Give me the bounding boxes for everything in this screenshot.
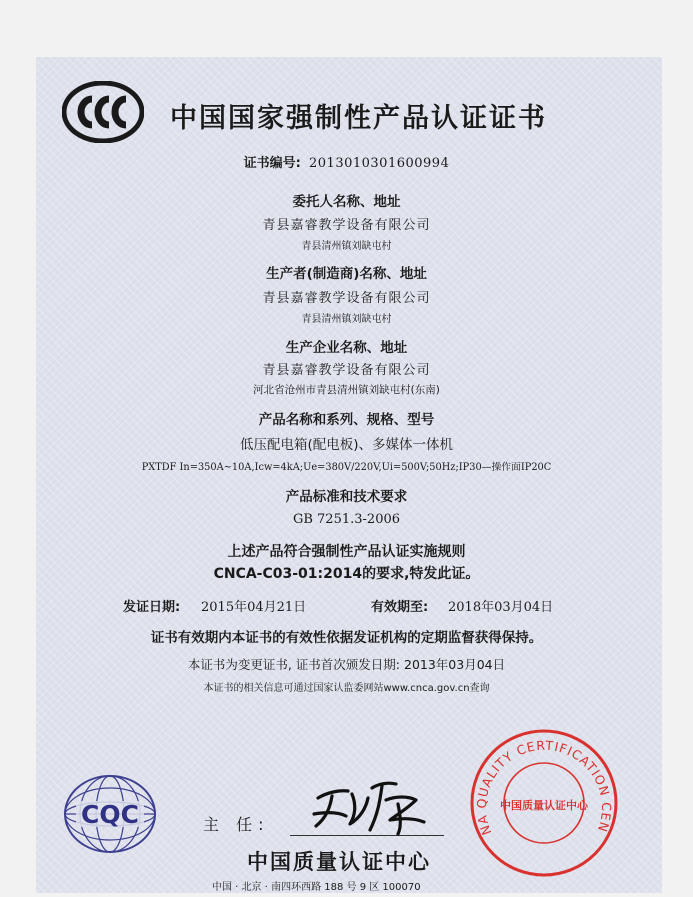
issuer-name: 中国质量认证中心: [247, 850, 431, 874]
factory-label: 生产企业名称、地址: [285, 340, 408, 356]
seal-ring-text: NA QUALITY CERTIFICATION CEN: [473, 737, 615, 838]
manufacturer-name: 青县嘉睿教学设备有限公司: [262, 291, 431, 306]
change-note: 本证书为变更证书, 证书首次颁发日期: 2013年03月04日: [187, 657, 506, 672]
expiry-date-value: 2018年03月04日: [448, 600, 554, 615]
factory-name: 青县嘉睿教学设备有限公司: [262, 363, 431, 378]
info-note: 本证书的相关信息可通过国家认监委网站www.cnca.gov.cn查询: [203, 683, 490, 694]
certificate-title: 中国国家强制性产品认证证书: [170, 103, 547, 134]
manufacturer-label: 生产者(制造商)名称、地址: [266, 266, 427, 282]
applicant-name: 青县嘉睿教学设备有限公司: [262, 218, 431, 233]
applicant-label: 委托人名称、地址: [292, 194, 401, 210]
factory-address: 河北省沧州市青县清州镇刘缺屯村(东南): [253, 384, 440, 396]
director-label: 主 任:: [203, 815, 270, 834]
standard-label: 产品标准和技术要求: [285, 489, 408, 505]
cert-number-row: [0, 152, 693, 171]
cert-number-value: 2013010301600994: [309, 156, 450, 171]
validity-note: 证书有效期内本证书的有效性依据发证机构的定期监督获得保持。: [150, 630, 543, 646]
cqc-logo-text: CQC: [81, 800, 139, 829]
issue-date-value: 2015年04月21日: [201, 600, 307, 615]
issue-date-label: 发证日期:: [123, 600, 181, 615]
expiry-date-label: 有效期至:: [371, 600, 429, 615]
conformity-line-2: CNCA-C03-01:2014的要求,特发此证。: [213, 566, 480, 582]
product-spec: PXTDF In=350A~10A,Icw=4kA;Ue=380V/220V,Ui=500V;50Hz;IP30—操作面IP20C: [141, 462, 552, 473]
issuer-address: 中国 · 北京 · 南四环西路 188 号 9 区 100070: [212, 882, 421, 893]
product-label: 产品名称和系列、规格、型号: [258, 412, 435, 428]
official-seal: [468, 727, 620, 879]
product-name: 低压配电箱(配电板)、多媒体一体机: [239, 437, 454, 453]
seal-inner-text: 中国质量认证中心: [500, 799, 588, 812]
conformity-line-1: 上述产品符合强制性产品认证实施规则: [227, 544, 466, 560]
director-signature: [300, 774, 440, 838]
manufacturer-address: 青县清州镇刘缺屯村: [301, 314, 392, 325]
standard-value: GB 7251.3-2006: [292, 512, 401, 527]
ccc-logo: [62, 81, 144, 143]
applicant-address: 青县清州镇刘缺屯村: [301, 241, 392, 252]
cert-number-label: 证书编号:: [243, 156, 301, 171]
cqc-logo: [62, 773, 158, 855]
